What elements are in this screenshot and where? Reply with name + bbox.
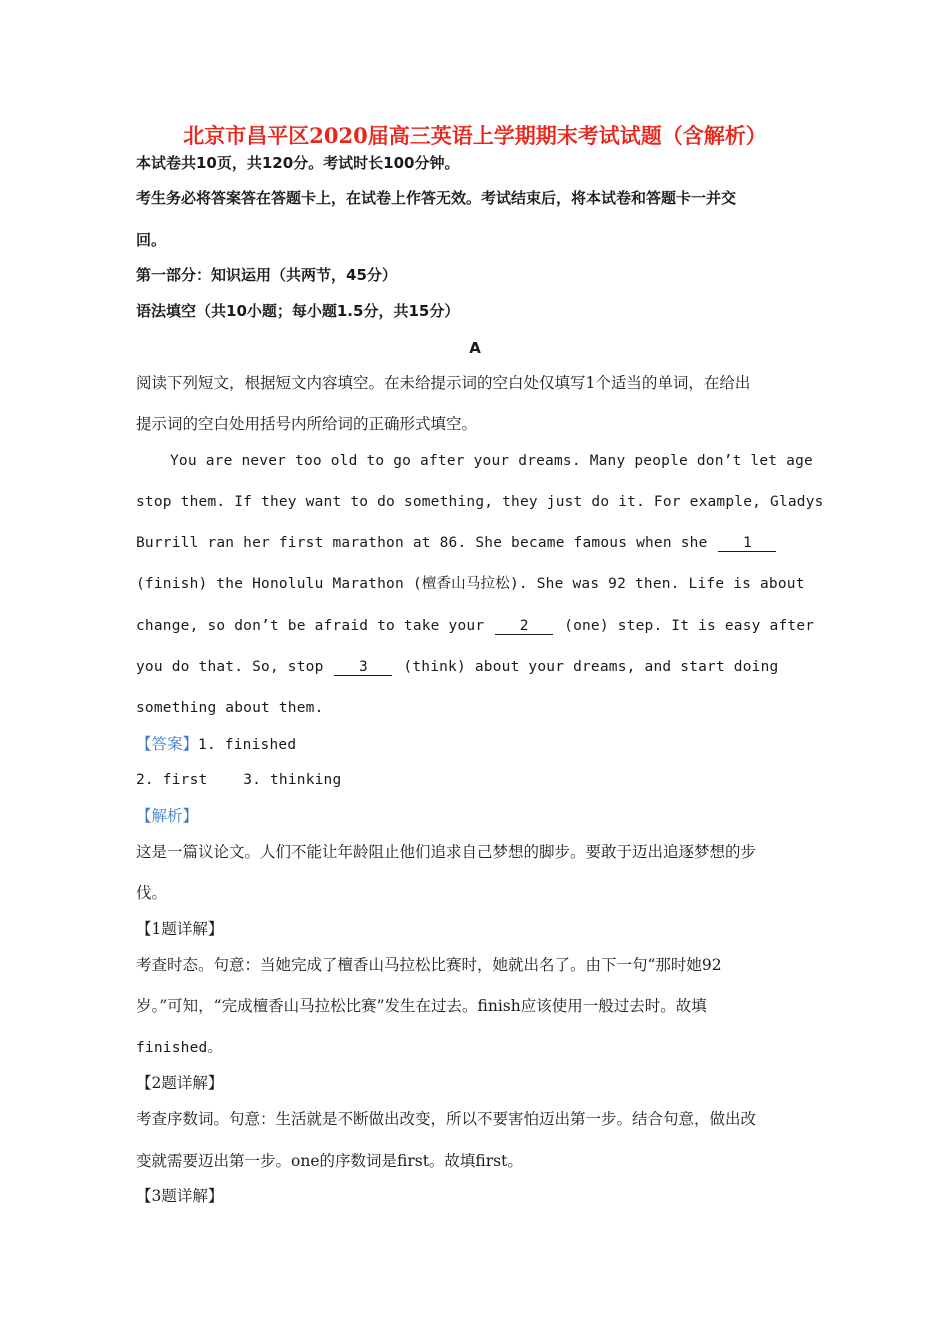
answer-label: 【答案】 [136, 735, 199, 753]
intro-line-1: 本试卷共10页，共120分。考试时长100分钟。 [136, 154, 460, 172]
q2-line-2: 变就需要迈出第一步。one的序数词是first。故填first。 [136, 1152, 523, 1170]
passage-line-1: You are never too old to go after your dreams. Many people don’t let age [170, 453, 813, 469]
analysis-label: 【解析】 [136, 807, 199, 825]
part-heading: 第一部分：知识运用（共两节，45分） [136, 266, 397, 284]
analysis-line-1: 这是一篇议论文。人们不能让年龄阻止他们追求自己梦想的脚步。要敢于迈出追逐梦想的步 [136, 843, 757, 861]
answer-line [136, 733, 296, 756]
intro-line-2a: 考生务必将答案答在答题卡上，在试卷上作答无效。考试结束后，将本试卷和答题卡一并交 [136, 189, 737, 207]
passage-line-5 [136, 615, 814, 637]
passage-line-6 [136, 656, 778, 678]
q1-line-2: 岁。”可知，“完成檀香山马拉松比赛”发生在过去。finish应该使用一般过去时。故填 [136, 997, 707, 1015]
q1-line-1: 考查时态。句意：当她完成了檀香山马拉松比赛时，她就出名了。由下一句“那时她92 [136, 956, 722, 974]
q2-label: 【2题详解】 [136, 1074, 224, 1092]
passage-line-5-post: (one) step. It is easy after [564, 618, 815, 634]
passage-line-7: something about them. [136, 700, 324, 716]
answer-1: 1. finished [198, 737, 297, 753]
analysis-line-2: 伐。 [136, 884, 168, 902]
document-title: 北京市昌平区2020届高三英语上学期期末考试试题（含解析） [183, 123, 767, 148]
q3-label: 【3题详解】 [136, 1187, 224, 1205]
intro-line-2b: 回。 [136, 231, 167, 249]
answer-line-2 [136, 769, 341, 791]
q2-line-1: 考查序数词。句意：生活就是不断做出改变，所以不要害怕迈出第一步。结合句意，做出改 [136, 1110, 757, 1128]
passage-label: A [469, 339, 481, 357]
instructions-line-1: 阅读下列短文，根据短文内容填空。在未给提示词的空白处仅填写1个适当的单词，在给出 [136, 374, 751, 392]
passage-line-6-pre: you do that. So, stop [136, 659, 324, 675]
passage-line-2: stop them. If they want to do something, they just do it. For example, Gladys [136, 494, 824, 510]
passage-line-5-pre: change, so don’t be afraid to take your [136, 618, 485, 634]
blank-1: 1 [718, 535, 776, 552]
section-heading: 语法填空（共10小题；每小题1.5分，共15分） [136, 302, 460, 320]
passage-line-3 [136, 532, 778, 554]
blank-3: 3 [334, 659, 392, 676]
passage-line-6-post: (think) about your dreams, and start doing [403, 659, 779, 675]
passage-line-3-text: Burrill ran her first marathon at 86. She became famous when she [136, 535, 708, 551]
blank-2: 2 [495, 618, 553, 635]
instructions-line-2: 提示词的空白处用括号内所给词的正确形式填空。 [136, 415, 478, 433]
answer-2: 2. first [136, 772, 208, 788]
q1-line-3: finished。 [136, 1040, 223, 1056]
answer-3: 3. thinking [243, 772, 342, 788]
q1-label: 【1题详解】 [136, 920, 224, 938]
passage-line-4: (finish) the Honolulu Marathon (檀香山马拉松). She was 92 then. Life is about [136, 576, 805, 592]
